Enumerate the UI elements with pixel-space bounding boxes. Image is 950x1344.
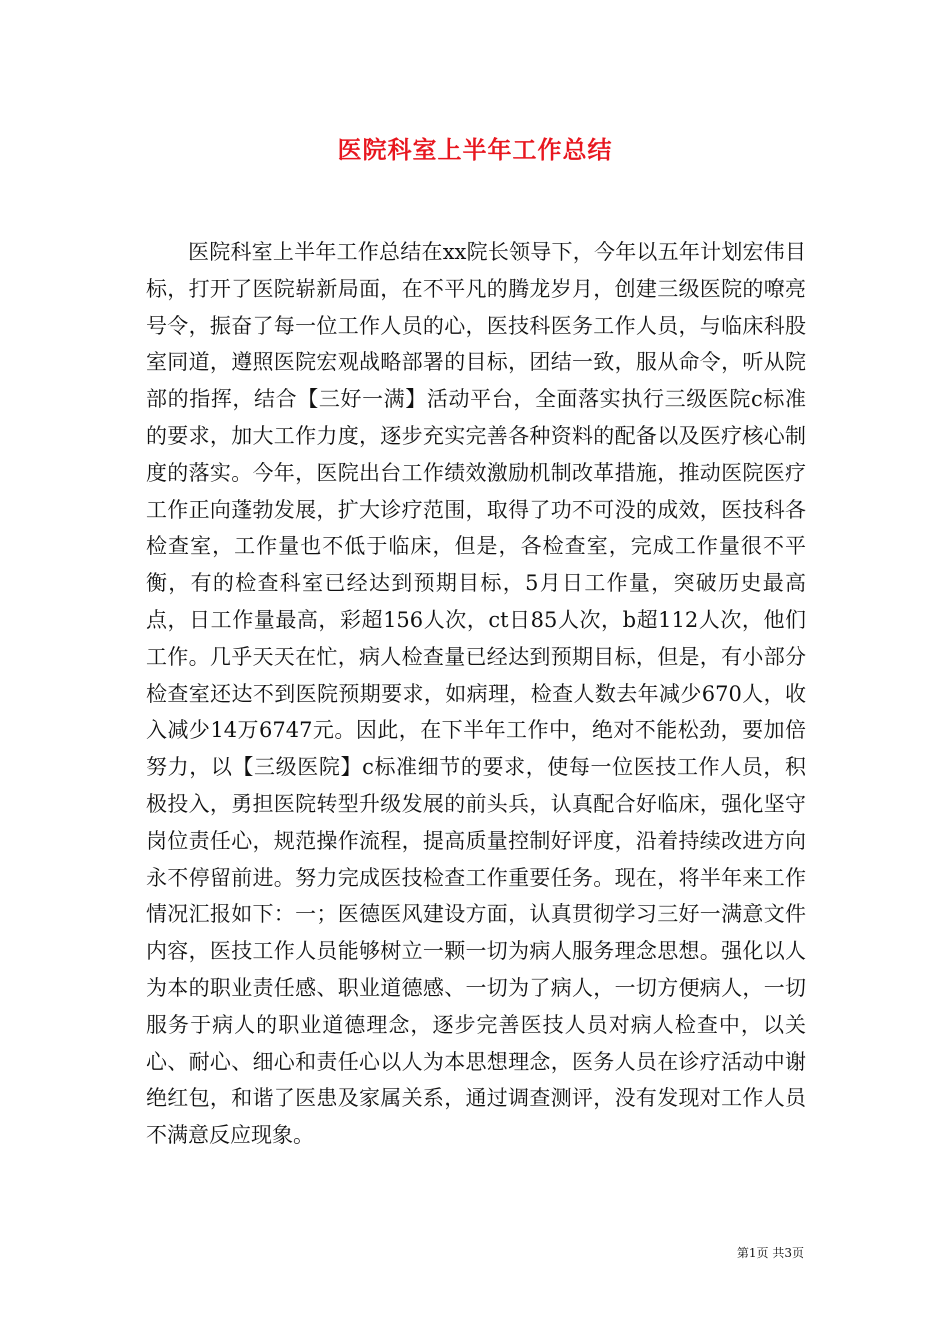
page-number: 第1页 共3页: [736, 1246, 804, 1260]
body-paragraph: 医院科室上半年工作总结在xx院长领导下，今年以五年计划宏伟目标，打开了医院崭新局面，在不平凡的腾龙岁月，创建三级医院的嘹亮号令，振奋了每一位工作人员的心，医技科医务工作人员，与临床科股室同道，遵照医院宏观战略部署的目标，团结一致，服从命令，听从院部的指挥，结合【三好一满】活动平台，全面落实执行三级医院c标准的要求，加大工作力度，逐步充实完善各种资料的配备以及医疗核心制度的落实。今年，医院出台工作绩效激励机制改革措施，推动医院医疗工作正向蓬勃发展，扩大诊疗范围，取得了功不可没的成效，医技科各检查室，工作量也不低于临床，但是，各检查室，完成工作量很不平衡，有的检查科室已经达到预期目标，5月日工作量，突破历史最高点，日工作量最高，彩超156人次，ct日85人次，b超112人次，他们工作。几乎天天在忙，病人检查量已经达到预期目标，但是，有小部分检查室还达不到医院预期要求，如病理，检查人数去年减少670人，收入减少14万6747元。因此，在下半年工作中，绝对不能松劲，要加倍努力，以【三级医院】c标准细节的要求，使每一位医技工作人员，积极投入，勇担医院转型升级发展的前头兵，认真配合好临床，强化坚守岗位责任心，规范操作流程，提高质量控制好评度，沿着持续改进方向永不停留前进。努力完成医技检查工作重要任务。现在，将半年来工作情况汇报如下：一；医德医风建设方面，认真贯彻学习三好一满意文件内容，医技工作人员能够树立一颗一切为病人服务理念思想。强化以人为本的职业责任感、职业道德感、一切为了病人，一切方便病人，一切服务于病人的职业道德理念，逐步完善医技人员对病人检查中，以关心、耐心、细心和责任心以人为本思想理念，医务人员在诊疗活动中谢绝红包，和谐了医患及家属关系，通过调查测评，没有发现对工作人员不满意反应现象。: [146, 240, 806, 1148]
document-title: 医院科室上半年工作总结: [337, 135, 613, 164]
